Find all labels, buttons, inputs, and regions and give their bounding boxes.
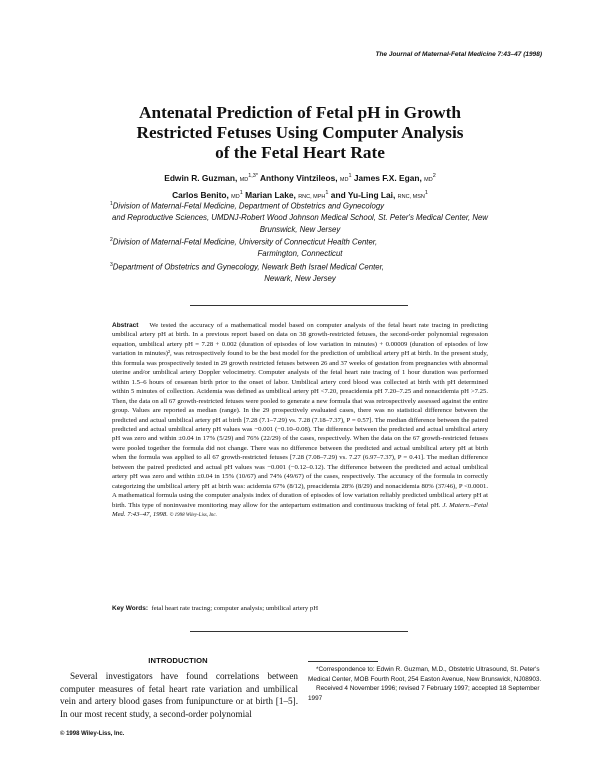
author-degree: MD bbox=[424, 176, 433, 183]
author-affil-ref: 2 bbox=[432, 173, 436, 179]
abstract-text: We tested the accuracy of a mathematical model based on computer analysis of the fetal heart rate tracing in predicting umbilical artery pH at birth. In a previous report based on data on 38 growth-restricted fetuses, the second-order polynomial regression equation, umbilical artery pH = 7.28 + 0.002 (duration of episodes of low variation in minutes) + 0.00009 (duration of episodes of low variation in minutes)², was retrospectively found to be the best model for the prediction of umbilical artery pH at birth. In the present study, this formula was prospectively tested in 29 growth restricted fetuses between 26 and 37 weeks of gestation from pregnancies with abnormal uterine and/or umbilical artery Doppler velocimetry. Computer analysis of the fetal heart rate tracing of 1 hour duration was performed within 1.5–6 hours of cesarean birth prior to the onset of labor. Umbilical artery cord blood was collected at birth with pH determined within 5 minutes of collection. Acidemia was defined as umbilical artery pH <7.20, preacidemia pH 7.20–7.25 and nonacidemia pH >7.25. Then, the data on all 67 growth-restricted fetuses were pooled to generate a new formula that was retrospectively assessed against the entire group. Values are reported as median (range). In the 29 prospectively evaluated cases, there was no statistical difference between the predicted and actual umbilical artery pH at birth [7.28 (7.1–7.29) vs. 7.28 (7.18–7.37), P = 0.57]. The median difference between the paired predicted and actual umbilical artery pH values was −0.001 (−0.10–0.08). The difference between the predicted and actual umbilical artery pH was zero and within ±0.04 in 17% (5/29) and 76% (22/29) of the cases, respectively. When the data on the 67 growth-restricted fetuses were pooled together the formula did not change. There was no difference between the predicted and actual umbilical artery pH at birth when the formula was applied to all 67 growth-restricted fetuses [7.28 (7.08–7.29) vs. 7.27 (6.97–7.37), P = 0.41]. The median difference between the paired predicted and actual pH values was −0.001 (−0.12–0.12). The difference between the predicted and actual umbilical artery pH was zero and within ±0.04 in 15% (10/67) and 74% (49/67) of the cases, respectively. The accuracy of the formula in correctly categorizing the umbilical artery pH at birth was: acidemia 67% (8/12), preacidemia 28% (8/29) and nonacidemia 80% (37/46), P <0.0001. A mathematical formula using the computer analysis index of duration of episodes of low variation reliably predicted umbilical artery pH at birth. This type of noninvasive monitoring may allow for the antepartum estimation and continuous tracking of fetal pH. bbox=[112, 322, 488, 509]
affiliation bbox=[110, 260, 490, 285]
title-line: Restricted Fetuses Using Computer Analysis bbox=[136, 123, 464, 142]
author-affil-ref: 1,3* bbox=[248, 173, 258, 179]
author-name: James F.X. Egan, bbox=[353, 172, 422, 183]
abstract bbox=[112, 321, 488, 521]
footnote-divider bbox=[308, 661, 378, 662]
received-note: Received 4 November 1996; revised 7 February 1997; accepted 18 September 1997 bbox=[308, 685, 540, 702]
affiliation-line: Department of Obstetrics and Gynecology, Newark Beth Israel Medical Center, bbox=[112, 262, 384, 272]
abstract-label: Abstract bbox=[112, 322, 139, 329]
author-line bbox=[90, 170, 510, 187]
title-line: of the Fetal Heart Rate bbox=[215, 143, 385, 162]
author-affil-ref: 1 bbox=[325, 189, 329, 196]
affiliation-number: 2 bbox=[110, 237, 113, 244]
keywords-text: fetal heart rate tracing; computer analysis; umbilical artery pH bbox=[151, 605, 319, 612]
author-degree: MD bbox=[339, 176, 349, 183]
page-copyright: © 1998 Wiley-Liss, Inc. bbox=[60, 731, 125, 737]
affiliation-line: Division of Maternal-Fetal Medicine, Department of Obstetrics and Gynecology bbox=[112, 201, 385, 211]
affiliation-number: 1 bbox=[110, 201, 113, 207]
abstract-copyright: © 1998 Wiley-Liss, Inc. bbox=[169, 513, 217, 519]
correspondence-note: *Correspondence to: Edwin R. Guzman, M.D., Obstetric Ultrasound, St. Peter's Medical Center, MOB Fourth Root, 254 Easton Avenue, New Brunswick, NJ08903. bbox=[308, 666, 542, 683]
author-degree: RNC, MPH bbox=[298, 193, 326, 200]
footnote bbox=[308, 665, 548, 703]
affiliation-continuation: Newark, New Jersey bbox=[264, 273, 336, 283]
journal-header: The Journal of Maternal-Fetal Medicine 7:43–47 (1998) bbox=[375, 51, 542, 58]
affiliation-continuation: Farmington, Connecticut bbox=[257, 249, 343, 259]
affiliation bbox=[110, 199, 490, 235]
abstract-citation: J. Matern.–Fetal Med. 7:43–47, 1998. bbox=[112, 501, 489, 519]
intro-paragraph: Several investigators have found correlations between computer measures of fetal heart rate variation and umbilical vein and artery blood gases from funipuncture or at birth [1–5]. In our most recent study, a second-order polynomial bbox=[60, 671, 298, 719]
affiliation-line: Division of Maternal-Fetal Medicine, University of Connecticut Health Center, bbox=[112, 237, 378, 247]
author-name: Carlos Benito, bbox=[172, 189, 229, 200]
affiliation bbox=[110, 235, 490, 260]
affiliation-continuation: and Reproductive Sciences, UMDNJ-Robert Wood Johnson Medical School, St. Peter's Medical Center, New Brunswick, New Jersey bbox=[112, 213, 488, 234]
author-name: and Yu-Ling Lai, bbox=[330, 189, 396, 200]
keywords-label: Key Words: bbox=[112, 605, 148, 612]
author-affil-ref: 1 bbox=[239, 189, 243, 196]
author-name: Marian Lake, bbox=[245, 189, 296, 200]
divider bbox=[190, 631, 408, 632]
author-name: Edwin R. Guzman, bbox=[164, 172, 238, 183]
keywords bbox=[112, 605, 488, 612]
article-title bbox=[60, 103, 540, 163]
author-degree: MD bbox=[231, 193, 240, 200]
author-affil-ref: 1 bbox=[348, 173, 352, 179]
divider bbox=[190, 305, 408, 306]
author-name: Anthony Vintzileos, bbox=[260, 172, 338, 183]
author-degree: MD bbox=[239, 176, 249, 183]
title-line: Antenatal Prediction of Fetal pH in Growth bbox=[139, 103, 461, 122]
affiliation-number: 3 bbox=[110, 261, 113, 268]
affiliation-list bbox=[110, 199, 490, 284]
author-degree: RNC, MSN bbox=[397, 193, 425, 200]
author-affil-ref: 1 bbox=[424, 189, 428, 196]
section-heading: INTRODUCTION bbox=[148, 656, 208, 665]
